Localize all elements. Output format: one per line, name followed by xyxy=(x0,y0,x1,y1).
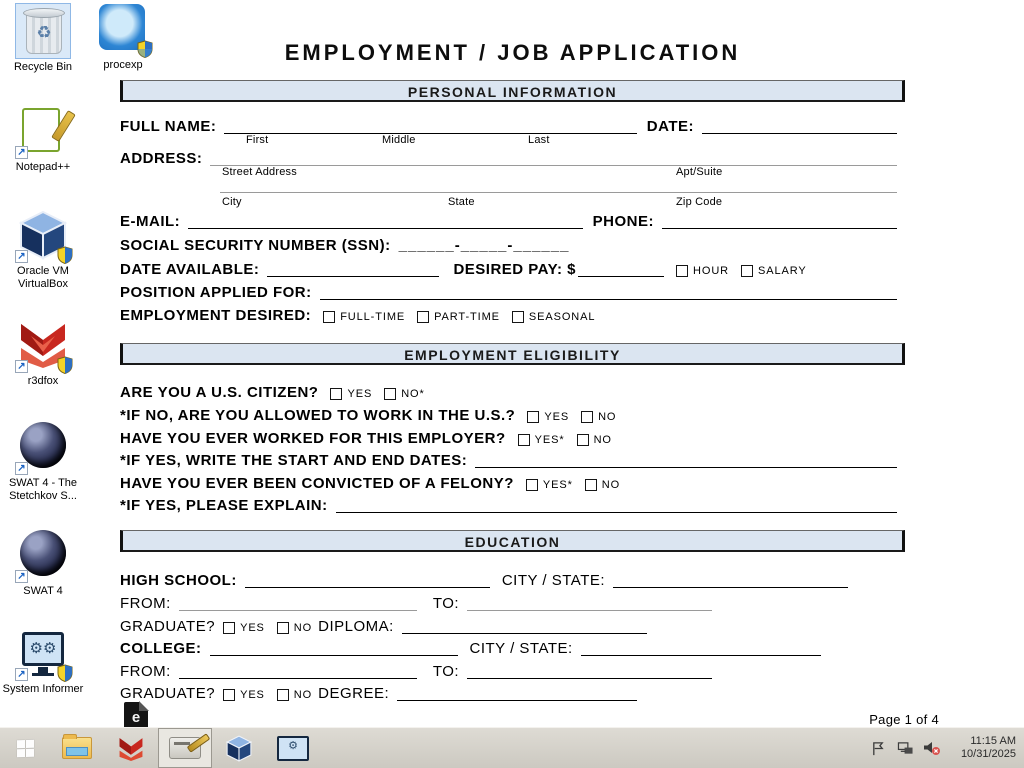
hs-city-state-input-line[interactable] xyxy=(613,583,848,588)
state-sublabel: State xyxy=(448,196,475,208)
college-from-label: FROM: xyxy=(120,663,171,680)
desired-pay-input-line[interactable] xyxy=(578,272,664,277)
first-sublabel: First xyxy=(246,134,269,146)
desktop-icon-system-informer[interactable] xyxy=(0,626,86,696)
hs-to-label: TO: xyxy=(432,595,460,612)
checkbox-hour[interactable] xyxy=(676,265,688,277)
taskbar-r3dfox-button[interactable] xyxy=(104,728,158,768)
explain-input-line[interactable] xyxy=(336,508,897,513)
checkbox-college-graduate-no[interactable] xyxy=(277,689,289,701)
citizen-question: ARE YOU A U.S. CITIZEN? xyxy=(120,384,319,401)
checkbox-citizen-no[interactable] xyxy=(384,388,396,400)
desired-pay-label: DESIRED PAY: $ xyxy=(453,261,577,278)
hour-label: HOUR xyxy=(693,265,730,277)
checkbox-college-graduate-yes[interactable] xyxy=(223,689,235,701)
date-available-input-line[interactable] xyxy=(267,272,439,277)
uac-shield-icon xyxy=(57,356,73,374)
section-header-eligibility: EMPLOYMENT ELIGIBILITY xyxy=(120,343,905,365)
salary-label: SALARY xyxy=(758,265,807,277)
date-available-label: DATE AVAILABLE: xyxy=(120,261,260,278)
checkbox-worked-no[interactable] xyxy=(577,434,589,446)
start-end-dates-label: *IF YES, WRITE THE START AND END DATES: xyxy=(120,452,468,469)
address-label: ADDRESS: xyxy=(120,150,203,167)
section-header-education: EDUCATION xyxy=(120,530,905,552)
uac-shield-icon xyxy=(57,664,73,682)
city-state-zip-input-line[interactable] xyxy=(220,188,897,193)
apt-sublabel: Apt/Suite xyxy=(676,166,723,178)
degree-label: DEGREE: xyxy=(318,685,390,702)
desktop-icon-virtualbox[interactable] xyxy=(0,208,86,291)
checkbox-salary[interactable] xyxy=(741,265,753,277)
seasonal-label: SEASONAL xyxy=(528,311,596,323)
college-to-input-line[interactable] xyxy=(467,674,712,679)
clock-time: 11:15 AM xyxy=(970,735,1016,747)
e-document-icon[interactable]: e xyxy=(124,702,148,732)
desktop-icon-swat4-stetchkov[interactable] xyxy=(0,420,86,503)
virtualbox-icon xyxy=(16,208,70,262)
system-informer-icon: ⚙⚙ ↗ xyxy=(16,626,70,680)
position-input-line[interactable] xyxy=(320,295,897,300)
ssn-label: SOCIAL SECURITY NUMBER (SSN): xyxy=(120,237,391,254)
desktop-icon-label: Recycle Bin xyxy=(13,61,73,73)
please-explain-label: *IF YES, PLEASE EXPLAIN: xyxy=(120,497,328,514)
yes-label: YES xyxy=(347,388,373,400)
hs-to-input-line[interactable] xyxy=(467,606,712,611)
diploma-label: DIPLOMA: xyxy=(318,618,394,635)
uac-shield-icon xyxy=(57,246,73,264)
checkbox-part-time[interactable] xyxy=(417,311,429,323)
start-icon xyxy=(17,739,34,757)
desktop-icon-swat4[interactable] xyxy=(0,528,86,598)
no-label: NO xyxy=(598,411,617,423)
shortcut-arrow-icon: ↗ xyxy=(15,146,28,159)
phone-label: PHONE: xyxy=(592,213,654,230)
college-to-label: TO: xyxy=(432,663,460,680)
shortcut-arrow-icon: ↗ xyxy=(15,668,28,681)
system-informer-icon: ⚙ xyxy=(277,736,309,761)
date-label: DATE: xyxy=(646,118,694,135)
college-input-line[interactable] xyxy=(210,651,458,656)
desktop-icon-label: SWAT 4 - The Stetchkov S... xyxy=(8,477,78,502)
phone-input-line[interactable] xyxy=(662,224,897,229)
taskbar-virtualbox-button[interactable] xyxy=(212,728,266,768)
shortcut-arrow-icon: ↗ xyxy=(15,570,28,583)
yes-label: YES xyxy=(240,622,265,634)
notepad-plus-plus-icon xyxy=(16,104,70,158)
imaging-app-icon xyxy=(169,737,201,759)
job-application-document xyxy=(120,40,939,730)
no-label: NO xyxy=(593,434,612,446)
shortcut-arrow-icon: ↗ xyxy=(15,462,28,475)
part-time-label: PART-TIME xyxy=(434,311,500,323)
email-label: E-MAIL: xyxy=(120,213,181,230)
shortcut-arrow-icon: ↗ xyxy=(15,360,28,373)
felony-question: HAVE YOU EVER BEEN CONVICTED OF A FELONY? xyxy=(120,475,514,492)
taskbar-imaging-app-button[interactable] xyxy=(158,728,212,768)
college-city-state-label: CITY / STATE: xyxy=(469,640,573,657)
no-label: NO xyxy=(601,479,621,491)
checkbox-full-time[interactable] xyxy=(323,311,335,323)
swat4-expansion-icon xyxy=(16,420,70,474)
r3dfox-icon xyxy=(16,318,70,372)
taskbar-system-informer-button[interactable] xyxy=(266,728,320,768)
high-school-input-line[interactable] xyxy=(245,583,490,588)
last-sublabel: Last xyxy=(528,134,550,146)
start-end-dates-input-line[interactable] xyxy=(475,463,897,468)
worked-before-question: HAVE YOU EVER WORKED FOR THIS EMPLOYER? xyxy=(120,430,506,447)
system-tray xyxy=(869,728,1024,768)
desktop-icon-label: procexp xyxy=(103,59,143,71)
checkbox-allowed-no[interactable] xyxy=(581,411,593,423)
checkbox-hs-graduate-no[interactable] xyxy=(277,622,289,634)
full-name-label: FULL NAME: xyxy=(120,118,217,135)
desktop-icon-notepadpp[interactable] xyxy=(0,104,86,174)
section-header-personal: PERSONAL INFORMATION xyxy=(120,80,905,102)
shortcut-arrow-icon: ↗ xyxy=(15,250,28,263)
desktop-icon-label: Notepad++ xyxy=(15,161,71,173)
network-tray-button[interactable] xyxy=(896,739,914,757)
no-label: NO xyxy=(293,689,313,701)
college-graduate-label: GRADUATE? xyxy=(120,685,216,702)
desktop-icon-label: SWAT 4 xyxy=(23,585,63,597)
college-from-input-line[interactable] xyxy=(179,674,417,679)
checkbox-allowed-yes[interactable] xyxy=(527,411,539,423)
college-city-state-input-line[interactable] xyxy=(581,651,821,656)
start-button[interactable] xyxy=(0,728,50,768)
desktop-icon-label: System Informer xyxy=(2,683,84,695)
checkbox-felony-yes[interactable] xyxy=(526,479,538,491)
middle-sublabel: Middle xyxy=(382,134,416,146)
employment-desired-label: EMPLOYMENT DESIRED: xyxy=(120,307,312,324)
degree-input-line[interactable] xyxy=(397,696,637,701)
email-input-line[interactable] xyxy=(188,224,583,229)
yes-label: YES xyxy=(544,411,570,423)
city-sublabel: City xyxy=(222,196,242,208)
volume-tray-button[interactable] xyxy=(923,739,941,757)
desktop-icon-recycle-bin[interactable] xyxy=(0,4,86,74)
checkbox-felony-no[interactable] xyxy=(585,479,597,491)
taskbar-file-explorer-button[interactable] xyxy=(50,728,104,768)
clock-date: 10/31/2025 xyxy=(960,748,1016,760)
diploma-input-line[interactable] xyxy=(402,629,647,634)
yes-star-label: YES* xyxy=(542,479,573,491)
network-icon xyxy=(897,741,914,756)
file-explorer-icon xyxy=(62,737,92,759)
recycle-bin-icon: ♻ xyxy=(16,4,70,58)
action-center-button[interactable] xyxy=(869,739,887,757)
high-school-label: HIGH SCHOOL: xyxy=(120,572,237,589)
street-sublabel: Street Address xyxy=(222,166,297,178)
ssn-input-blanks[interactable]: ______-_____-______ xyxy=(398,237,570,254)
college-label: COLLEGE: xyxy=(120,640,202,657)
desktop-icon-r3dfox[interactable] xyxy=(0,318,86,388)
page-indicator: Page 1 of 4 xyxy=(869,712,939,727)
checkbox-seasonal[interactable] xyxy=(512,311,524,323)
flag-icon xyxy=(871,741,886,756)
taskbar xyxy=(0,727,1024,768)
allowed-to-work-question: *IF NO, ARE YOU ALLOWED TO WORK IN THE U.S.? xyxy=(120,407,516,424)
hs-graduate-label: GRADUATE? xyxy=(120,618,216,635)
hs-from-input-line[interactable] xyxy=(179,606,417,611)
taskbar-clock[interactable] xyxy=(950,735,1016,761)
swat4-icon xyxy=(16,528,70,582)
hs-city-state-label: CITY / STATE: xyxy=(501,572,606,589)
zip-sublabel: Zip Code xyxy=(676,196,723,208)
position-applied-label: POSITION APPLIED FOR: xyxy=(120,284,312,301)
yes-star-label: YES* xyxy=(534,434,565,446)
yes-label: YES xyxy=(240,689,265,701)
hs-from-label: FROM: xyxy=(120,595,171,612)
no-star-label: NO* xyxy=(401,388,425,400)
checkbox-worked-yes[interactable] xyxy=(518,434,530,446)
checkbox-hs-graduate-yes[interactable] xyxy=(223,622,235,634)
volume-muted-icon xyxy=(923,740,941,756)
no-label: NO xyxy=(293,622,313,634)
document-title: EMPLOYMENT / JOB APPLICATION xyxy=(284,40,741,65)
desktop-icon-label: Oracle VM VirtualBox xyxy=(17,265,69,290)
virtualbox-icon xyxy=(226,735,252,762)
full-time-label: FULL-TIME xyxy=(340,311,406,323)
desktop-icon-label: r3dfox xyxy=(27,375,59,387)
checkbox-citizen-yes[interactable] xyxy=(330,388,342,400)
r3dfox-icon xyxy=(117,735,145,761)
